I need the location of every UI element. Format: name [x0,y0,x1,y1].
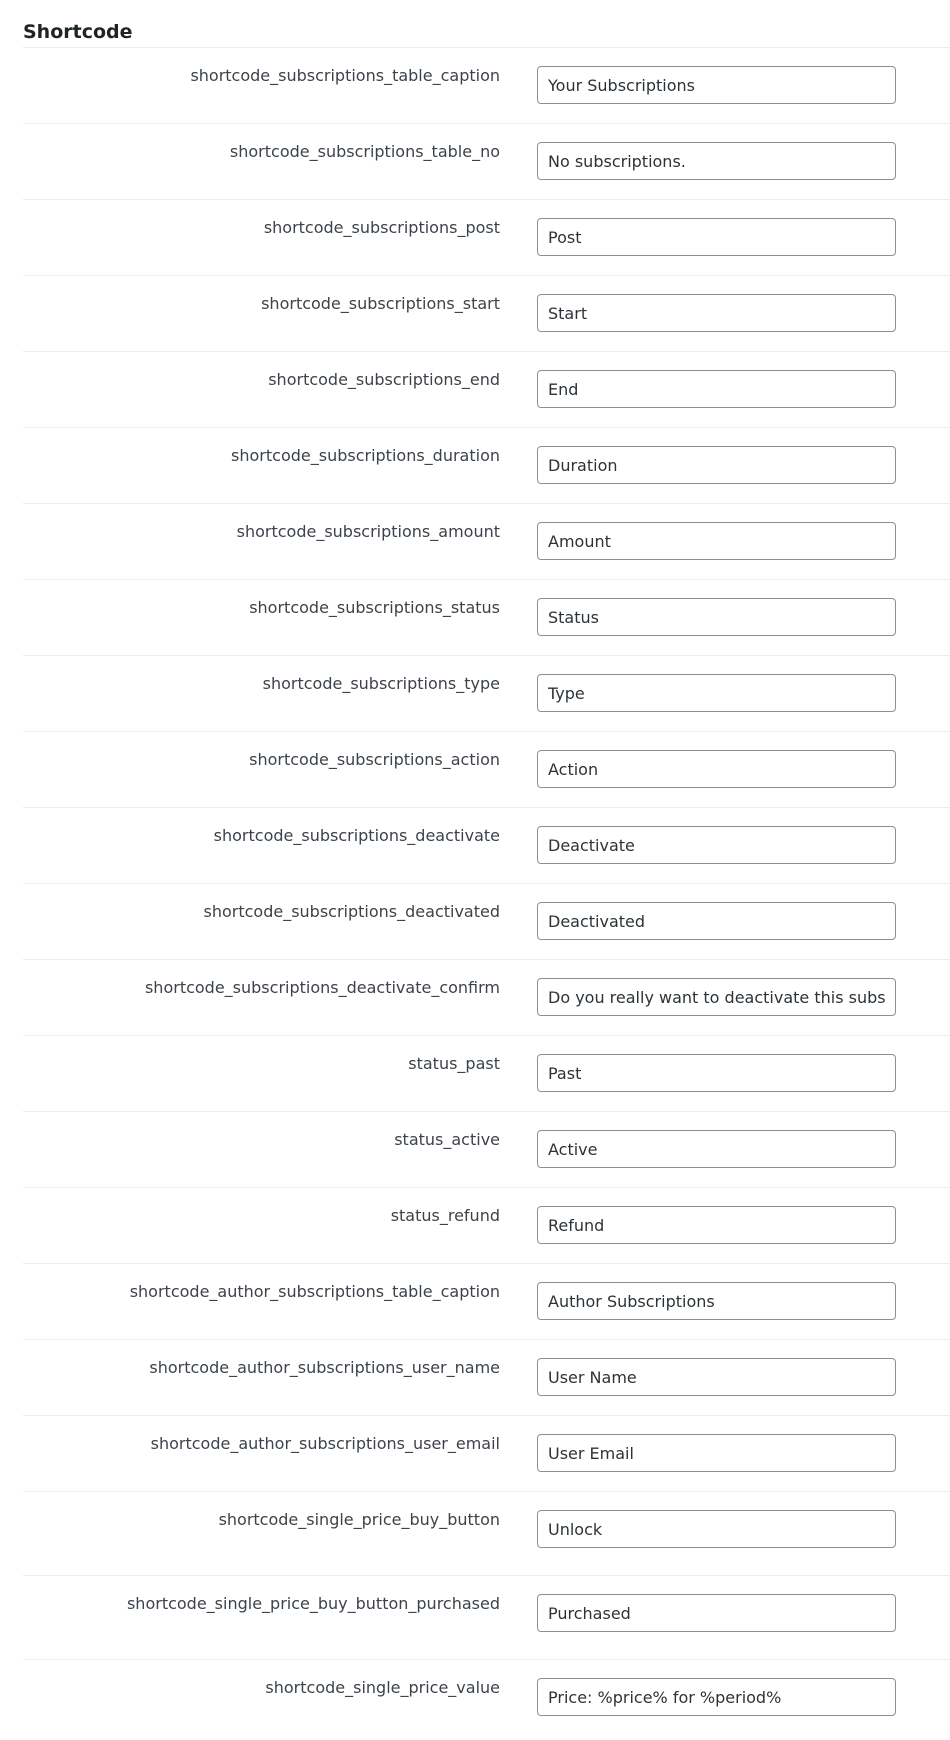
field-label: shortcode_subscriptions_duration [231,446,500,465]
text-field[interactable] [537,66,896,104]
field-label: shortcode_subscriptions_action [249,750,500,769]
settings-row [23,580,950,656]
settings-row [23,1340,950,1416]
field-label: shortcode_subscriptions_status [249,598,500,617]
field-label: shortcode_subscriptions_start [261,294,500,313]
field-label: shortcode_subscriptions_type [262,674,500,693]
settings-row [23,1264,950,1340]
settings-row [23,48,950,124]
settings-row [23,960,950,1036]
field-label: shortcode_single_price_buy_button_purchased [126,1594,500,1613]
field-label: shortcode_subscriptions_table_caption [190,66,500,85]
text-field[interactable] [537,294,896,332]
text-field[interactable] [537,1130,896,1168]
settings-row [23,732,950,808]
text-field[interactable] [537,598,896,636]
text-field[interactable] [537,1206,896,1244]
settings-row [23,504,950,580]
settings-row [23,1416,950,1492]
settings-row [23,428,950,504]
text-field[interactable] [537,142,896,180]
field-label: shortcode_subscriptions_deactivate [213,826,500,845]
settings-row [23,1036,950,1112]
field-label: shortcode_subscriptions_amount [236,522,500,541]
settings-row [23,808,950,884]
text-field[interactable] [537,750,896,788]
text-field[interactable] [537,370,896,408]
settings-form-table [23,48,950,1736]
settings-row [23,200,950,276]
field-label: shortcode_subscriptions_post [263,218,500,237]
text-field[interactable] [537,902,896,940]
field-label: shortcode_single_price_value [265,1678,500,1697]
text-field[interactable] [537,1282,896,1320]
settings-row [23,1188,950,1264]
field-label: shortcode_author_subscriptions_user_name [149,1358,500,1377]
field-label: status_refund [390,1206,500,1225]
settings-row [23,1112,950,1188]
settings-row [23,656,950,732]
field-label: shortcode_author_subscriptions_table_caption [129,1282,500,1301]
text-field[interactable] [537,218,896,256]
section-title: Shortcode [23,21,133,43]
text-field[interactable] [537,1358,896,1396]
text-field[interactable] [537,1594,896,1632]
field-label: shortcode_subscriptions_deactivated [203,902,500,921]
text-field[interactable] [537,1510,896,1548]
text-field[interactable] [537,674,896,712]
settings-row [23,276,950,352]
text-field[interactable] [537,1678,896,1716]
field-label: status_active [394,1130,500,1149]
settings-row [23,884,950,960]
field-label: shortcode_author_subscriptions_user_email [150,1434,500,1453]
text-field[interactable] [537,978,896,1016]
text-field[interactable] [537,446,896,484]
settings-row [23,1660,950,1736]
text-field[interactable] [537,522,896,560]
field-label: shortcode_subscriptions_deactivate_confirm [144,978,500,997]
text-field[interactable] [537,1054,896,1092]
text-field[interactable] [537,826,896,864]
settings-row [23,124,950,200]
settings-row [23,1492,950,1576]
field-label: shortcode_single_price_buy_button [218,1510,500,1529]
text-field[interactable] [537,1434,896,1472]
field-label: shortcode_subscriptions_end [268,370,500,389]
settings-row [23,352,950,428]
settings-row [23,1576,950,1660]
field-label: status_past [408,1054,500,1073]
field-label: shortcode_subscriptions_table_no [229,142,500,161]
